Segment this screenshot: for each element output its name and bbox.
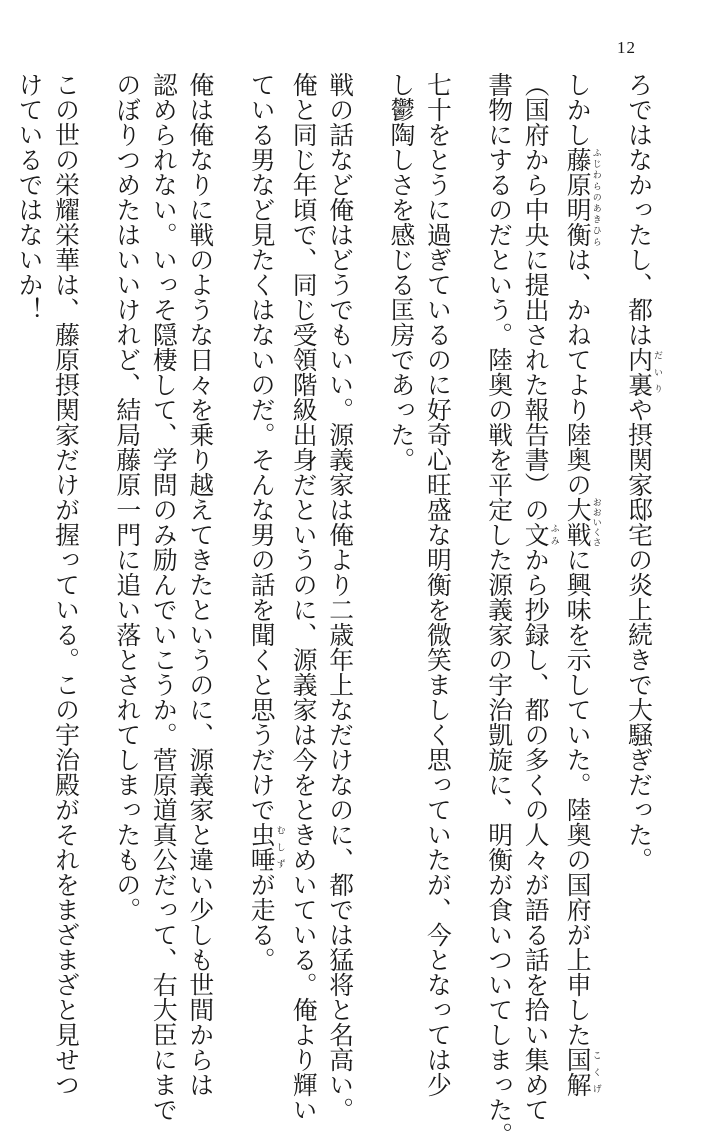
text-segment: 俺と同じ年頃で、同じ受領階級出身だというのに、源義家は今をときめいている。俺より輝い	[289, 72, 319, 1122]
ruby-base: 文	[521, 522, 551, 547]
ruby-reading: こくげ	[590, 1047, 601, 1097]
ruby-annotated-word	[563, 147, 601, 247]
text-segment: に興味を示していた。陸奥の国府が上申した	[563, 547, 593, 1047]
text-line	[0, 72, 11, 1002]
text-segment: ろではなかったし、都は	[624, 72, 654, 347]
text-segment: 書物にするのだという。陸奥の戦を平定した源義家の宇治凱旋に、明衡が食いついてしまった。	[484, 72, 514, 1147]
text-segment: けているではないか！	[15, 72, 45, 322]
text-segment: （国府から中央に提出された報告書）の	[521, 72, 551, 522]
text-segment: ている男など見たくはないのだ。そんな男の話を聞くと思うだけで	[247, 72, 277, 822]
text-segment: が走る。	[247, 872, 277, 972]
ruby-base: 虫唾	[247, 822, 277, 872]
ruby-annotated-word	[624, 347, 662, 397]
vertical-text-body	[15, 72, 662, 1147]
ruby-reading: ふじわらのあきひら	[590, 147, 601, 247]
ruby-base: 内裏	[624, 347, 654, 397]
ruby-base: 藤原明衡	[563, 147, 593, 247]
ruby-reading: おおいくさ	[590, 497, 601, 547]
page-number: 12	[617, 38, 636, 57]
text-segment: 俺は俺なりに戦のような日々を乗り越えてきたというのに、源義家と違い少しも世間からは	[185, 72, 215, 1097]
text-segment: 認められない。いっそ隠棲して、学問のみ励んでいこうか。菅原道真公だって、右大臣にまで	[149, 72, 179, 1122]
text-line	[559, 72, 620, 1097]
text-segment: 七十をとうに過ぎているのに好奇心旺盛な明衡を微笑ましく思っていたが、今となっては少	[423, 72, 453, 1097]
text-segment: しかし	[563, 72, 593, 147]
text-segment: し鬱陶しさを感じる匡房であった。	[386, 72, 416, 472]
text-line	[47, 72, 108, 1097]
ruby-reading: むしず	[274, 822, 285, 872]
ruby-annotated-word	[521, 522, 559, 547]
text-line	[285, 72, 322, 1122]
text-line	[419, 72, 480, 1097]
text-line	[480, 72, 517, 1147]
text-line	[145, 72, 182, 1122]
text-line	[321, 72, 382, 1122]
text-line	[517, 72, 559, 1122]
text-segment: は、かねてより陸奥の	[563, 247, 593, 497]
ruby-reading: ふみ	[548, 522, 559, 547]
text-line	[382, 72, 419, 1002]
ruby-reading: だいり	[652, 347, 662, 397]
ruby-annotated-word	[247, 822, 285, 872]
ruby-base: 国解	[563, 1047, 593, 1097]
text-segment: や摂関家邸宅の炎上続きで大騒ぎだった。	[624, 397, 654, 872]
ruby-annotated-word	[563, 1047, 601, 1097]
text-line	[620, 72, 662, 1002]
text-line	[108, 72, 145, 1002]
text-line	[243, 72, 285, 1002]
text-segment: この世の栄耀栄華は、藤原摂関家だけが握っている。この宇治殿がそれをまざまざと見せつ	[51, 72, 81, 1097]
text-segment: から抄録し、都の多くの人々が語る話を拾い集めて	[521, 547, 551, 1122]
ruby-base: 大戦	[563, 497, 593, 547]
text-segment: のぼりつめたはいいけれど、結局藤原一門に追い落とされてしまったもの。	[112, 72, 142, 922]
text-line	[11, 72, 48, 1002]
text-line	[181, 72, 242, 1097]
text-segment: 戦の話など俺はどうでもいい。源義家は俺より二歳年上なだけなのに、都では猛将と名高い。	[325, 72, 355, 1122]
ruby-annotated-word	[563, 497, 601, 547]
